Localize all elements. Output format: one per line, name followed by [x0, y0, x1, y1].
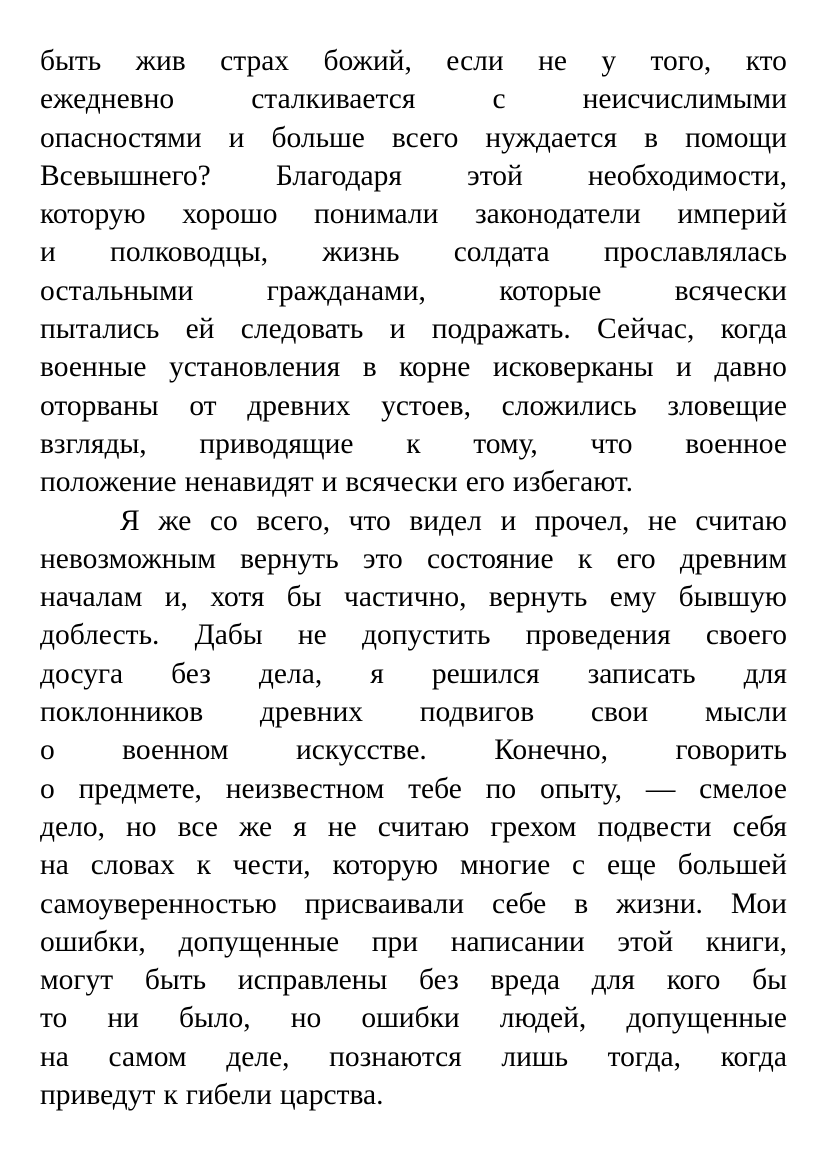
- word: царства.: [279, 1079, 384, 1112]
- word: приводящие: [199, 427, 354, 460]
- word: и: [321, 466, 338, 499]
- text-line: [40, 1076, 787, 1114]
- word: я: [370, 657, 384, 690]
- word: записать: [587, 657, 696, 690]
- word: к: [406, 427, 421, 460]
- word: Дабы: [194, 619, 263, 652]
- word: вернуть: [240, 542, 339, 575]
- text-line: [40, 387, 787, 425]
- word: неисчислимыми: [582, 83, 787, 116]
- word: допущенные: [178, 925, 340, 958]
- word: чести,: [232, 849, 311, 882]
- word: этой: [617, 925, 674, 958]
- text-line: [40, 195, 787, 233]
- text-line: [40, 119, 787, 157]
- word: ненавидят: [184, 466, 314, 499]
- word: империй: [677, 198, 787, 231]
- word: хорошо: [182, 198, 278, 231]
- word: и: [40, 236, 56, 269]
- word: со: [209, 504, 238, 537]
- text-line: [40, 578, 787, 616]
- text-line: [40, 770, 787, 808]
- word: у: [601, 45, 617, 77]
- word: ежедневно: [40, 83, 175, 116]
- word: жизни.: [616, 887, 703, 920]
- word: без: [171, 657, 211, 690]
- word: невозможным: [40, 542, 216, 575]
- word: проведения: [525, 619, 671, 652]
- word: в: [362, 351, 377, 384]
- word: остальными: [40, 274, 194, 307]
- word: ни: [107, 1002, 139, 1035]
- word: если: [446, 45, 504, 77]
- word: исправлены: [237, 964, 388, 997]
- word: то: [40, 1002, 68, 1035]
- word: же: [239, 810, 273, 843]
- word: кого: [666, 964, 721, 997]
- word: понимали: [313, 198, 439, 231]
- word: ему: [609, 581, 657, 614]
- word: того,: [650, 45, 712, 77]
- word: Я: [120, 504, 140, 537]
- word: дела,: [258, 657, 323, 690]
- word: его: [616, 542, 656, 575]
- word: бывшую: [678, 581, 787, 614]
- text-line: [40, 616, 787, 654]
- word: тогда,: [607, 1040, 682, 1073]
- word: могут: [40, 964, 114, 997]
- text-line: [40, 540, 787, 578]
- word: по: [485, 772, 517, 805]
- word: древних: [259, 696, 364, 729]
- word: ошибки: [361, 1002, 460, 1035]
- word: хотя: [210, 581, 265, 614]
- word: я: [293, 810, 307, 843]
- word: самоуверенностью: [40, 887, 277, 920]
- word: полководцы,: [110, 236, 269, 269]
- text-line: [40, 425, 787, 463]
- word: началам: [40, 581, 143, 614]
- word: о: [40, 734, 55, 767]
- word: от: [189, 389, 217, 422]
- word: присваивали: [304, 887, 465, 920]
- word: при: [371, 925, 419, 958]
- word: к: [163, 1079, 178, 1112]
- word: военном: [122, 734, 229, 767]
- word: подвигов: [419, 696, 535, 729]
- word: на: [40, 1040, 69, 1073]
- word: прочел,: [534, 504, 630, 537]
- word: написании: [450, 925, 585, 958]
- word: помощи: [685, 121, 787, 154]
- word: солдата: [453, 236, 550, 269]
- word: считаю: [695, 504, 787, 537]
- word: когда: [720, 313, 787, 346]
- word: страх: [220, 45, 290, 77]
- word: следовать: [240, 313, 364, 346]
- word: и: [676, 351, 692, 384]
- word: в: [574, 887, 589, 920]
- word: на: [40, 849, 69, 882]
- word: состояние: [427, 542, 554, 575]
- text-line: [40, 846, 787, 884]
- word: взгляды,: [40, 427, 147, 460]
- word: без: [419, 964, 459, 997]
- word: с: [492, 83, 506, 116]
- word: жив: [135, 45, 186, 77]
- word: предмете,: [78, 772, 202, 805]
- word: частично,: [344, 581, 467, 614]
- word: решился: [431, 657, 540, 690]
- word: Благодаря: [275, 159, 402, 192]
- word: самом: [108, 1040, 187, 1073]
- word: и: [228, 121, 245, 154]
- text-line: [40, 731, 787, 769]
- word: оторваны: [40, 389, 159, 422]
- word: положение: [40, 466, 177, 499]
- text-line: [40, 655, 787, 693]
- word: ей: [185, 313, 215, 346]
- word: и,: [164, 581, 188, 614]
- word: этой: [467, 159, 523, 192]
- word: дело,: [40, 810, 105, 843]
- text-line: [40, 1038, 787, 1076]
- word: допущенные: [626, 1002, 787, 1035]
- word: Сейчас,: [597, 313, 695, 346]
- word: Конечно,: [494, 734, 609, 767]
- word: сложились: [501, 389, 637, 422]
- word: тебе: [408, 772, 462, 805]
- word: же: [158, 504, 192, 537]
- word: пытались: [40, 313, 160, 346]
- word: законодатели: [474, 198, 641, 231]
- word: которые: [499, 274, 602, 307]
- word: для: [743, 657, 787, 690]
- word: не: [297, 619, 327, 652]
- word: устоев,: [381, 389, 471, 422]
- word: всего,: [256, 504, 331, 537]
- word: древним: [679, 542, 787, 575]
- word: гражданами,: [266, 274, 426, 307]
- text-line: [40, 923, 787, 961]
- text-line: [40, 233, 787, 271]
- word: больше: [271, 121, 365, 154]
- word: многие: [459, 849, 551, 882]
- word: исковерканы: [492, 351, 654, 384]
- word: жизнь: [322, 236, 400, 269]
- word: давно: [714, 351, 787, 384]
- word: деле,: [226, 1040, 290, 1073]
- word: что: [590, 427, 633, 460]
- word: и: [500, 504, 517, 537]
- word: —: [645, 772, 676, 805]
- text-line: [40, 42, 787, 80]
- word: вернуть: [488, 581, 588, 614]
- word: ошибки,: [40, 925, 146, 958]
- word: его: [465, 466, 505, 499]
- word: военные: [40, 351, 147, 384]
- word: Мои: [730, 887, 787, 920]
- word: что: [348, 504, 391, 537]
- word: опасностями: [40, 121, 202, 154]
- word: необходимости,: [587, 159, 787, 192]
- word: бы: [286, 581, 322, 614]
- word: военное: [685, 427, 787, 460]
- word: приведут: [40, 1079, 156, 1112]
- word: подражать.: [431, 313, 571, 346]
- word: древних: [247, 389, 351, 422]
- word: не: [327, 810, 357, 843]
- word: но: [126, 810, 157, 843]
- word: книги,: [705, 925, 787, 958]
- text-line: [40, 348, 787, 386]
- word: установления: [168, 351, 341, 384]
- word: которую: [332, 849, 439, 882]
- text-line: [40, 157, 787, 195]
- word: большей: [677, 849, 787, 882]
- text-line: [40, 80, 787, 118]
- word: свои: [590, 696, 649, 729]
- text-line: [40, 272, 787, 310]
- word: видел: [409, 504, 482, 537]
- word: допустить: [362, 619, 491, 652]
- word: неизвестном: [225, 772, 385, 805]
- word: божий,: [323, 45, 412, 77]
- word: это: [362, 542, 403, 575]
- word: бы: [752, 964, 787, 997]
- text-line: [40, 808, 787, 846]
- word: говорить: [675, 734, 787, 767]
- word: грехом: [490, 810, 577, 843]
- word: смелое: [699, 772, 787, 805]
- word: с: [572, 849, 586, 882]
- word: быть: [144, 964, 207, 997]
- text-line: [40, 961, 787, 999]
- word: мысли: [704, 696, 787, 729]
- word: не: [538, 45, 567, 77]
- text-line: [40, 463, 787, 501]
- word: доблесть.: [40, 619, 160, 652]
- word: поклонников: [40, 696, 204, 729]
- word: корне: [399, 351, 471, 384]
- word: быть: [40, 45, 102, 77]
- word: гибели: [185, 1079, 272, 1112]
- word: зловещие: [667, 389, 787, 422]
- text-line: [40, 502, 787, 540]
- word: всячески: [674, 274, 787, 307]
- word: своего: [705, 619, 787, 652]
- word: кто: [745, 45, 787, 77]
- word: нуждается: [485, 121, 618, 154]
- word: досуга: [40, 657, 124, 690]
- word: в: [644, 121, 659, 154]
- word: считаю: [377, 810, 470, 843]
- body-text: [40, 42, 787, 1114]
- word: тому,: [473, 427, 538, 460]
- word: к: [577, 542, 593, 575]
- word: себя: [732, 810, 787, 843]
- word: словах: [90, 849, 175, 882]
- word: вреда: [490, 964, 560, 997]
- word: избегают.: [512, 466, 633, 499]
- word: всячески: [345, 466, 458, 499]
- word: когда: [720, 1040, 787, 1073]
- word: к: [196, 849, 211, 882]
- word: людей,: [499, 1002, 587, 1035]
- text-line: [40, 999, 787, 1037]
- word: себе: [492, 887, 547, 920]
- word: Всевышнего?: [40, 159, 211, 192]
- word: было,: [178, 1002, 251, 1035]
- word: еще: [607, 849, 656, 882]
- word: сталкивается: [251, 83, 416, 116]
- word: всего: [391, 121, 459, 154]
- word: лишь: [501, 1040, 569, 1073]
- word: познаются: [329, 1040, 462, 1073]
- word: опыту,: [539, 772, 623, 805]
- word: и: [389, 313, 406, 346]
- word: которую: [40, 198, 146, 231]
- word: для: [591, 964, 635, 997]
- word: все: [177, 810, 218, 843]
- word: подвести: [597, 810, 712, 843]
- text-line: [40, 310, 787, 348]
- word: не: [647, 504, 677, 537]
- text-line: [40, 885, 787, 923]
- text-line: [40, 693, 787, 731]
- word: прославлялась: [603, 236, 787, 269]
- word: о: [40, 772, 55, 805]
- word: но: [290, 1002, 322, 1035]
- word: искусстве.: [295, 734, 427, 767]
